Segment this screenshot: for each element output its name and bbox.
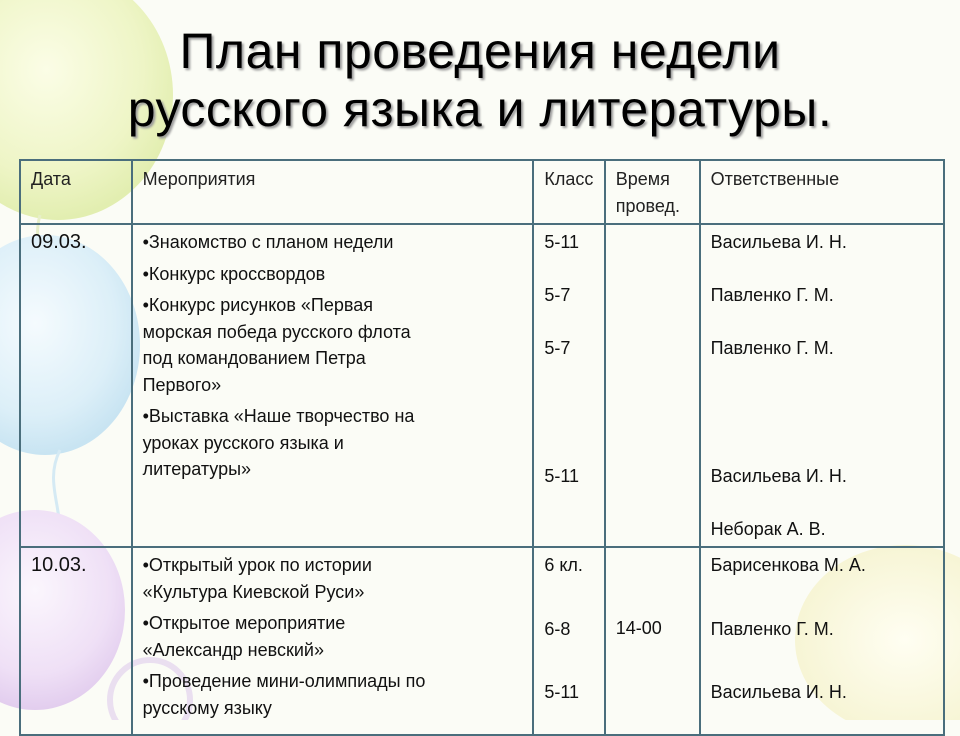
events-cell <box>132 224 534 547</box>
event-line: под командованием Петра <box>142 348 366 368</box>
header-events: Мероприятия <box>132 160 534 224</box>
title-line-2: русского языка и литературы. <box>127 81 833 137</box>
title-line-1: План проведения недели <box>179 23 781 79</box>
responsible-name: Павленко Г. М. <box>710 618 834 639</box>
header-class: Класс <box>533 160 604 224</box>
event-line: уроках русского языка и <box>142 432 344 453</box>
table-header-row <box>20 160 944 224</box>
responsible-name: Павленко Г. М. <box>710 285 834 305</box>
list-item <box>143 403 524 483</box>
event-line: •Конкурс рисунков «Первая <box>142 295 373 315</box>
responsible-name: Павленко Г. М. <box>710 338 834 358</box>
event-line: •Выставка «Наше творчество на <box>142 406 415 426</box>
date-cell: 09.03. <box>20 224 132 547</box>
class-value: 6 кл. <box>544 555 583 575</box>
event-line: •Открытое мероприятие <box>142 613 346 633</box>
class-value: 5-7 <box>544 338 571 358</box>
event-line: •Знакомство с планом недели <box>142 232 394 252</box>
class-value: 5-7 <box>544 285 571 305</box>
responsible-name: Васильева И. Н. <box>710 465 847 486</box>
event-plan-table <box>19 159 945 736</box>
header-date: Дата <box>20 160 132 224</box>
event-line: литературы» <box>142 459 252 479</box>
class-value: 5-11 <box>544 465 580 486</box>
class-value: 6-8 <box>544 618 571 639</box>
list-item <box>143 229 524 256</box>
header-time-line-1: Время <box>615 169 670 189</box>
class-value: 5-11 <box>544 682 580 702</box>
table-row <box>20 547 944 735</box>
class-cell <box>533 547 604 735</box>
list-item <box>143 292 524 398</box>
header-time <box>605 160 700 224</box>
time-cell <box>605 224 700 547</box>
event-line: «Культура Киевской Руси» <box>142 581 365 602</box>
responsible-name: Васильева И. Н. <box>710 682 847 702</box>
class-value: 5-11 <box>544 232 580 252</box>
time-value: 14-00 <box>615 618 662 638</box>
header-responsible: Ответственные <box>700 160 944 224</box>
page-title <box>0 22 960 138</box>
event-line: •Проведение мини-олимпиады по <box>142 671 426 691</box>
event-line: морская победа русского флота <box>142 321 411 342</box>
event-line: русскому языку <box>142 697 272 718</box>
event-line: •Конкурс кроссвордов <box>142 263 326 284</box>
event-line: •Открытый урок по истории <box>142 555 372 575</box>
responsible-name: Васильева И. Н. <box>710 232 847 252</box>
time-cell <box>605 547 700 735</box>
list-item <box>143 552 524 605</box>
class-cell <box>533 224 604 547</box>
events-cell <box>132 547 534 735</box>
table-row <box>20 224 944 547</box>
responsible-cell <box>700 224 944 547</box>
event-line: Первого» <box>142 374 222 395</box>
list-item <box>143 261 524 288</box>
responsible-cell <box>700 547 944 735</box>
list-item <box>143 610 524 663</box>
header-time-line-2: провед. <box>615 195 680 216</box>
event-line: «Александр невский» <box>142 639 324 660</box>
responsible-name: Барисенкова М. А. <box>710 555 866 575</box>
list-item <box>143 668 524 721</box>
date-cell: 10.03. <box>20 547 132 735</box>
responsible-name: Неборак А. В. <box>710 518 826 539</box>
